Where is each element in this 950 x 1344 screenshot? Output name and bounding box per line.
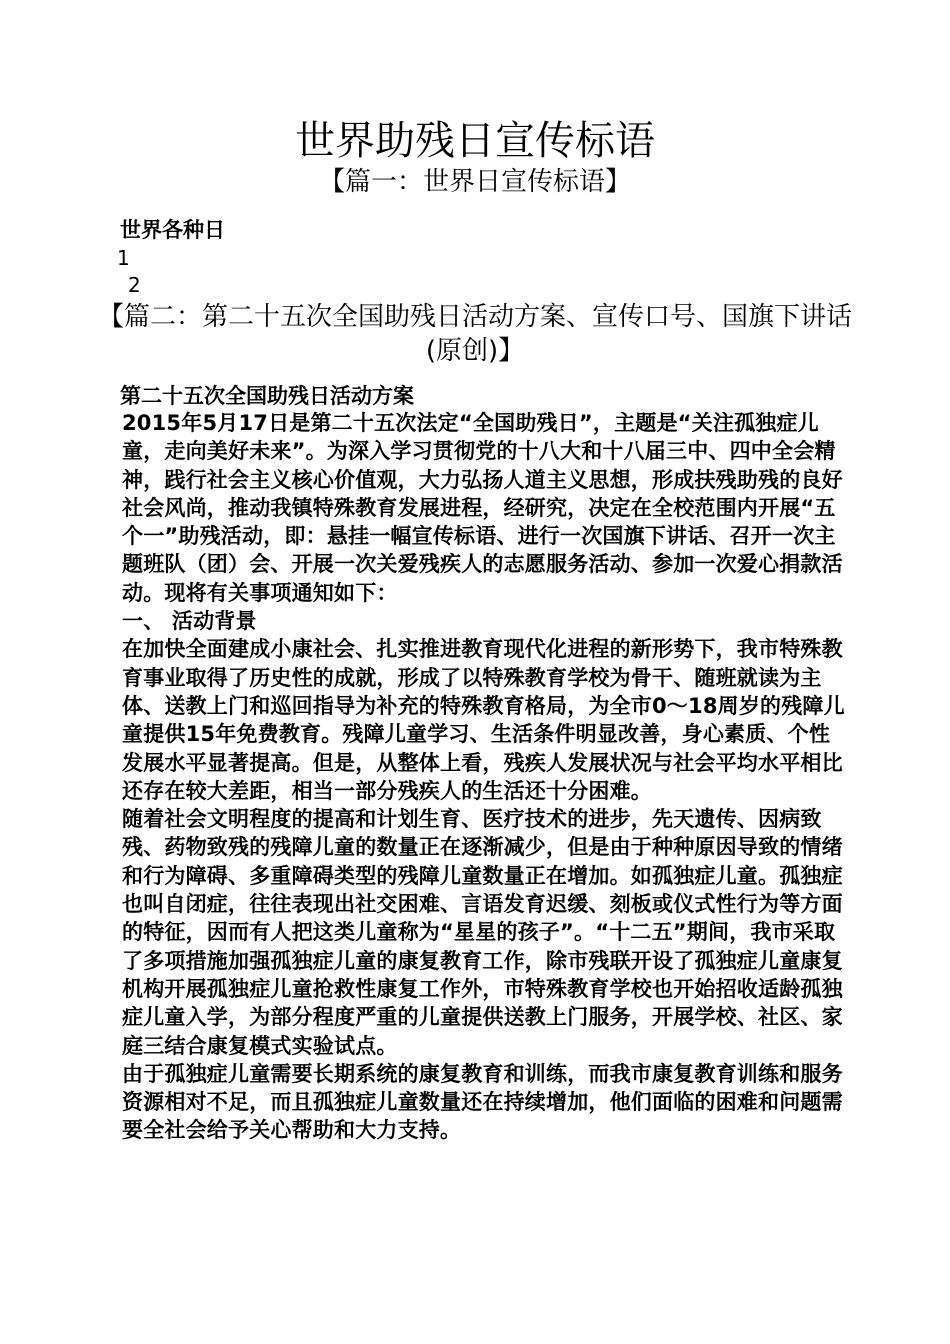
background-paragraph-1: 在加快全面建成小康社会、扎实推进教育现代化进程的新形势下，我市特殊教育事业取得了历史性的成就，形成了以特殊教育学校为骨干、随班就读为主体、送教上门和巡回指导为补充的特殊教育格局，为全市0～18周岁的残障儿童提供15年免费教育。残障儿童学习、生活条件明显改善，身心素质、个性发展水平显著提高。但是，从整体上看，残疾人发展状况与社会平均水平相比还存在较大差距，相当一部分残疾人的生活还十分困难。 bbox=[122, 637, 845, 803]
section1-heading: 【篇一：世界日宣传标语】 bbox=[318, 167, 631, 197]
document-title: 世界助残日宣传标语 bbox=[295, 118, 655, 164]
background-paragraph-3: 由于孤独症儿童需要长期系统的康复教育和训练，而我市康复教育训练和服务资源相对不足，而且孤独症儿童数量还在持续增加，他们面临的困难和问题需要全社会给予关心帮助和大力支持。 bbox=[122, 1061, 843, 1143]
section-one-heading: 一、 活动背景 bbox=[122, 609, 257, 634]
list-item-2: 2 bbox=[128, 273, 141, 297]
intro-paragraph: 2015年5月17日是第二十五次法定“全国助残日”，主题是“关注孤独症儿童，走向美好未来”。为深入学习贯彻党的十八大和十八届三中、四中全会精神，践行社会主义核心价值观，大力弘扬人道主义思想，形成扶残助残的良好社会风尚，推动我镇特殊教育发展进程，经研究，决定在全校范围内开展“五个一”助残活动，即：悬挂一幅宣传标语、进行一次国旗下讲话、召开一次主题班队（团）会、开展一次关爱残疾人的志愿服务活动、参加一次爱心捐款活动。现将有关事项通知如下： bbox=[122, 411, 843, 605]
list-item-1: 1 bbox=[117, 246, 130, 270]
plan-title: 第二十五次全国助残日活动方案 bbox=[120, 384, 414, 408]
section1-subheading: 世界各种日 bbox=[120, 218, 225, 242]
background-paragraph-2: 随着社会文明程度的提高和计划生育、医疗技术的进步，先天遗传、因病致残、药物致残的残障儿童的数量正在逐渐减少，但是由于种种原因导致的情绪和行为障碍、多重障碍类型的残障儿童数量正在增加。如孤独症儿童。孤独症也叫自闭症，往往表现出社交困难、言语发育迟缓、刻板或仪式性行为等方面的特征，因而有人把这类儿童称为“星星的孩子”。“十二五”期间，我市采取了多项措施加强孤独症儿童的康复教育工作，除市残联开设了孤独症儿童康复机构开展孤独症儿童抢救性康复工作外，市特殊教育学校也开始招收适龄孤独症儿童入学，为部分程度严重的儿童提供送教上门服务，开展学校、社区、家庭三结合康复模式实验试点。 bbox=[122, 807, 843, 1058]
section2-heading: 【篇二：第二十五次全国助残日活动方案、宣传口号、国旗下讲话(原创)】 bbox=[97, 302, 852, 366]
plan-body bbox=[116, 409, 846, 1145]
